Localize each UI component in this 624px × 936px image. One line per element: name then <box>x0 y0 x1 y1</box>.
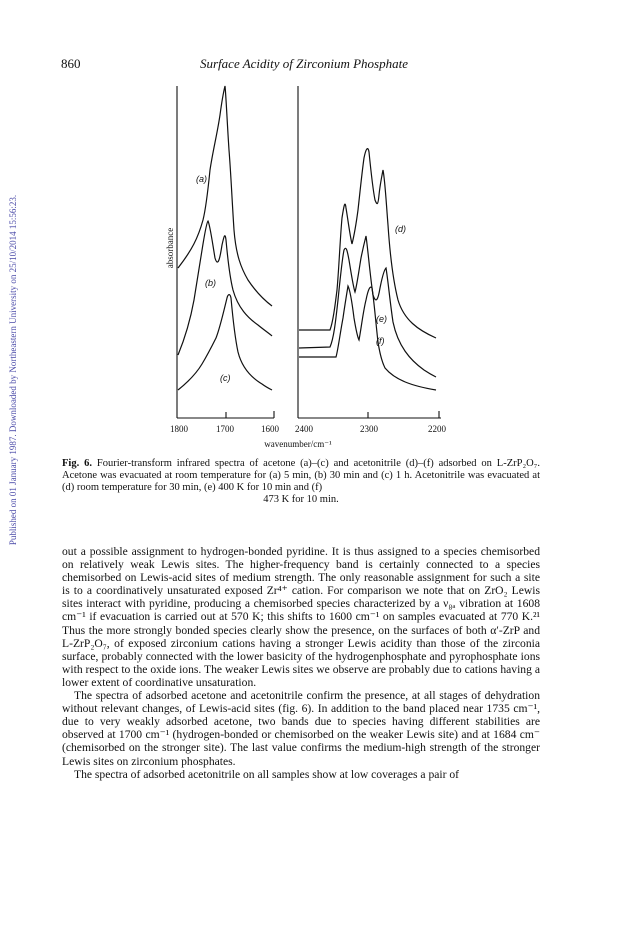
left-panel <box>177 86 274 418</box>
spectrum-curve-f <box>299 286 436 390</box>
page-number: 860 <box>61 56 81 71</box>
curve-label-b: (b) <box>205 278 216 288</box>
xtick-label-1600: 1600 <box>261 424 279 434</box>
xtick-label-2400: 2400 <box>295 424 313 434</box>
xtick-label-2200: 2200 <box>428 424 446 434</box>
body-text <box>62 545 540 781</box>
xtick-label-2300: 2300 <box>360 424 378 434</box>
curve-label-f: (f) <box>376 336 385 346</box>
running-title: Surface Acidity of Zirconium Phosphate <box>200 56 408 71</box>
curve-label-c: (c) <box>220 373 231 383</box>
xtick-label-1800: 1800 <box>170 424 188 434</box>
ir-spectra-figure <box>0 0 624 460</box>
figure-caption <box>62 458 540 506</box>
body-paragraph-3: The spectra of adsorbed acetonitrile on all samples show at low coverages a pair of <box>74 767 460 781</box>
ylabel-absorbance: absorbance <box>165 227 175 269</box>
download-watermark-text: Published on 01 January 1987. Downloaded by Northeastern University on 25/10/2014 15:56:23. <box>8 194 18 546</box>
spectrum-curve-a <box>178 86 272 306</box>
caption-last-line: 473 K for 10 min. <box>263 494 339 505</box>
xtick-label-1700: 1700 <box>216 424 234 434</box>
right-panel <box>298 86 441 418</box>
curve-label-d: (d) <box>395 224 406 234</box>
body-paragraph-1: out a possible assignment to hydrogen-bonded pyridine. It is thus assigned to a species chemisorbed on relatively weak Lewis sites. The higher-frequency band is certainly connected to a species chemisorbed on Lewis-acid sites of medium strength. The only reasonable assignment for such a site is to a coordinatively unsaturated exposed Zr⁴⁺ cation. For comparison we note that on ZrO₂ Lewis sites interact with pyridine, producing a chemisorbed species characterized by a ν₈ₐ vibration at 1608 cm⁻¹ if evacuation is carried out at 570 K; this shifts to 1600 cm⁻¹ on samples evacuated at 770 K.²¹ Thus the more strongly bonded species clearly show the presence, on the surfaces of both α′-ZrP and L-ZrP₂O₇, of exposed zirconium cations having a stronger Lewis acidity than those of the zirconia surface, probably connected with the lower basicity of the hydrogenphosphate and pyrophosphate ions with respect to the oxide ions. The weaker Lewis sites we observe are probably due to cations having a lower extent of coordinative unsaturation. <box>62 545 540 689</box>
caption-text: Fourier-transform infrared spectra of acetone (a)–(c) and acetonitrile (d)–(f) adsorbed on L-ZrP₂O₇. Acetone was evacuated at room temperature for (a) 5 min, (b) 30 min and (c) 1 h. Acetonitrile was evacuated at (d) room temperature for 30 min, (e) 400 K for 10 min and (f) <box>62 458 541 493</box>
curve-label-e: (e) <box>376 314 387 324</box>
caption-label: Fig. 6. <box>62 458 92 469</box>
xlabel-wavenumber: wavenumber/cm⁻¹ <box>264 439 332 449</box>
spectrum-curve-b <box>178 221 272 355</box>
spectrum-curve-e <box>299 236 436 377</box>
body-paragraph-2: The spectra of adsorbed acetone and acetonitrile confirm the presence, at all stages of dehydration without relevant changes, of Lewis-acid sites (fig. 6). In addition to the band placed near 1735 cm⁻¹, due to very weakly adsorbed acetone, two bands due to species having different stabilities are observed at 1700 cm⁻¹ (hydrogen-bonded or chemisorbed on the weaker Lewis site) and at 1684 cm⁻ (chemisorbed on the stronger site). The last value confirms the medium-high strength of the stronger Lewis sites on zirconium phosphates. <box>62 689 540 768</box>
curve-label-a: (a) <box>196 174 207 184</box>
